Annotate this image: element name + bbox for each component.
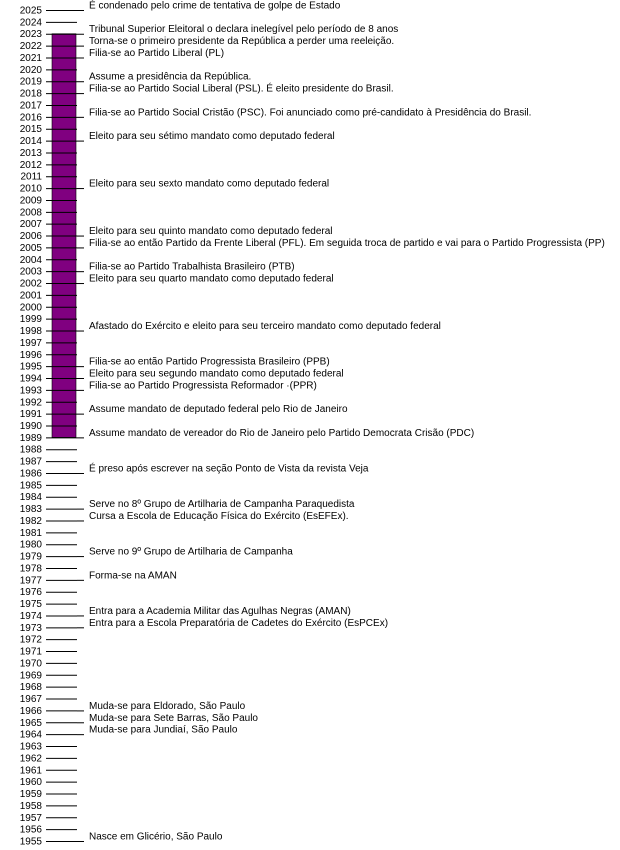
event-label: Eleito para seu segundo mandato como deputado federal <box>89 368 344 380</box>
event-label: Serve no 8º Grupo de Artilharia de Campanha Paraquedista <box>89 499 355 511</box>
year-label: 1990 <box>19 421 42 432</box>
year-label: 1957 <box>19 812 42 824</box>
year-label: 2005 <box>19 242 42 254</box>
year-label: 1967 <box>19 694 42 706</box>
event-label: Eleito para seu quinto mandato como deputado federal <box>89 226 333 238</box>
year-label: 2024 <box>19 17 42 29</box>
year-label: 1965 <box>19 717 42 729</box>
year-label: 2025 <box>19 5 42 17</box>
event-label: Nasce em Glicério, São Paulo <box>89 831 223 843</box>
year-label: 1989 <box>19 432 42 444</box>
year-label: 1978 <box>19 563 42 575</box>
year-label: 2001 <box>19 290 42 302</box>
event-label: Serve no 9º Grupo de Artilharia de Campanha <box>89 546 293 558</box>
event-label: Forma-se na AMAN <box>89 570 177 582</box>
event-label: Filia-se ao Partido Social Cristão (PSC). Foi anunciado como pré-candidato à Presidência do Brasil. <box>89 107 532 119</box>
event-label: Muda-se para Sete Barras, São Paulo <box>89 712 258 724</box>
year-label: 2010 <box>19 183 42 195</box>
year-label: 2014 <box>19 136 42 148</box>
year-label: 1995 <box>19 361 42 373</box>
year-label: 1998 <box>19 326 42 338</box>
event-label: Cursa a Escola de Educação Física do Exército (EsEFEx). <box>89 510 349 522</box>
year-label: 1976 <box>19 587 42 599</box>
year-label: 2008 <box>19 207 42 219</box>
year-label: 1973 <box>19 622 42 634</box>
event-label: Filia-se ao Partido Liberal (PL) <box>89 47 225 59</box>
year-label: 1997 <box>19 337 42 349</box>
event-label: Filia-se ao Partido Trabalhista Brasileiro (PTB) <box>89 261 295 273</box>
event-label: Tribunal Superior Eleitoral o declara inelegível pelo período de 8 anos <box>89 24 399 36</box>
year-label: 1979 <box>19 551 42 563</box>
event-label: Assume mandato de deputado federal pelo Rio de Janeiro <box>89 404 348 416</box>
year-label: 1960 <box>19 777 42 789</box>
event-label: Entra para a Escola Preparatória de Cadetes do Exército (EsPCEx) <box>89 617 389 629</box>
year-label: 1959 <box>19 789 42 801</box>
event-list <box>77 0 605 843</box>
event-label: Torna-se o primeiro presidente da República a perder uma reeleição. <box>89 36 395 48</box>
year-label: 1956 <box>19 824 42 836</box>
year-label: 2009 <box>19 195 42 207</box>
year-label: 2022 <box>19 41 42 53</box>
year-label: 1962 <box>19 753 42 765</box>
year-label: 2016 <box>19 112 42 124</box>
event-label: É condenado pelo crime de tentativa de golpe de Estado <box>89 0 341 12</box>
year-label: 1972 <box>19 634 42 646</box>
event-label: Assume a presidência da República. <box>89 71 252 83</box>
year-label: 2015 <box>19 124 42 136</box>
year-label: 1993 <box>19 385 42 397</box>
year-label: 1975 <box>19 599 42 611</box>
year-label: 2018 <box>19 88 42 100</box>
year-label: 1988 <box>19 444 42 456</box>
year-label: 2021 <box>19 52 42 64</box>
year-label: 2002 <box>19 278 42 290</box>
year-label: 2012 <box>19 159 42 171</box>
year-label: 2007 <box>19 219 42 231</box>
event-label: Filia-se ao então Partido Progressista Brasileiro (PPB) <box>89 356 330 368</box>
year-label: 1963 <box>19 741 42 753</box>
year-label: 2023 <box>19 29 42 41</box>
year-label: 2004 <box>19 254 42 266</box>
year-label: 1966 <box>19 705 42 717</box>
year-label: 2006 <box>19 231 42 243</box>
year-label: 2000 <box>19 302 42 314</box>
year-label: 1955 <box>19 836 42 848</box>
year-label: 2019 <box>19 76 42 88</box>
year-label: 2013 <box>19 147 42 159</box>
event-label: Muda-se para Jundiaí, São Paulo <box>89 724 238 736</box>
year-label: 1983 <box>19 504 42 516</box>
year-label: 1982 <box>19 515 42 527</box>
year-label: 1992 <box>19 397 42 409</box>
event-label: Muda-se para Eldorado, São Paulo <box>89 700 246 712</box>
year-label: 1977 <box>19 575 42 587</box>
year-label: 1971 <box>19 646 42 658</box>
year-label: 1986 <box>19 468 42 480</box>
event-label: Eleito para seu quarto mandato como deputado federal <box>89 273 334 285</box>
year-label: 1991 <box>19 409 42 421</box>
year-label: 1969 <box>19 670 42 682</box>
event-label: Afastado do Exército e eleito para seu terceiro mandato como deputado federal <box>89 321 441 333</box>
year-label: 1999 <box>19 314 42 326</box>
year-label: 1968 <box>19 682 42 694</box>
event-label: Assume mandato de vereador do Rio de Janeiro pelo Partido Democrata Crisão (PDC) <box>89 427 475 439</box>
year-label: 1980 <box>19 539 42 551</box>
year-label: 1987 <box>19 456 42 468</box>
year-label: 1984 <box>19 492 42 504</box>
event-label: É preso após escrever na seção Ponto de Vista da revista Veja <box>89 463 369 475</box>
year-label: 2003 <box>19 266 42 278</box>
year-label: 1996 <box>19 349 42 361</box>
year-label: 1985 <box>19 480 42 492</box>
event-label: Entra para a Academia Militar das Agulhas Negras (AMAN) <box>89 605 351 617</box>
year-label: 2020 <box>19 64 42 76</box>
year-label: 1970 <box>19 658 42 670</box>
year-label: 1964 <box>19 729 42 741</box>
event-label: Eleito para seu sexto mandato como deputado federal <box>89 178 330 190</box>
year-label: 1961 <box>19 765 42 777</box>
year-label: 1974 <box>19 610 42 622</box>
event-label: Filia-se ao Partido Progressista Reformador ·(PPR) <box>89 380 317 392</box>
year-label: 2011 <box>20 171 42 183</box>
year-label: 1981 <box>19 527 42 539</box>
year-label: 2017 <box>19 100 42 112</box>
year-label: 1958 <box>19 800 42 812</box>
event-label: Filia-se ao Partido Social Liberal (PSL). É eleito presidente do Brasil. <box>89 83 394 95</box>
event-label: Filia-se ao então Partido da Frente Liberal (PFL). Em seguida troca de partido e vai para o Partido Progressista (PP) <box>89 237 605 249</box>
event-label: Eleito para seu sétimo mandato como deputado federal <box>89 131 335 143</box>
year-label: 1994 <box>19 373 42 385</box>
